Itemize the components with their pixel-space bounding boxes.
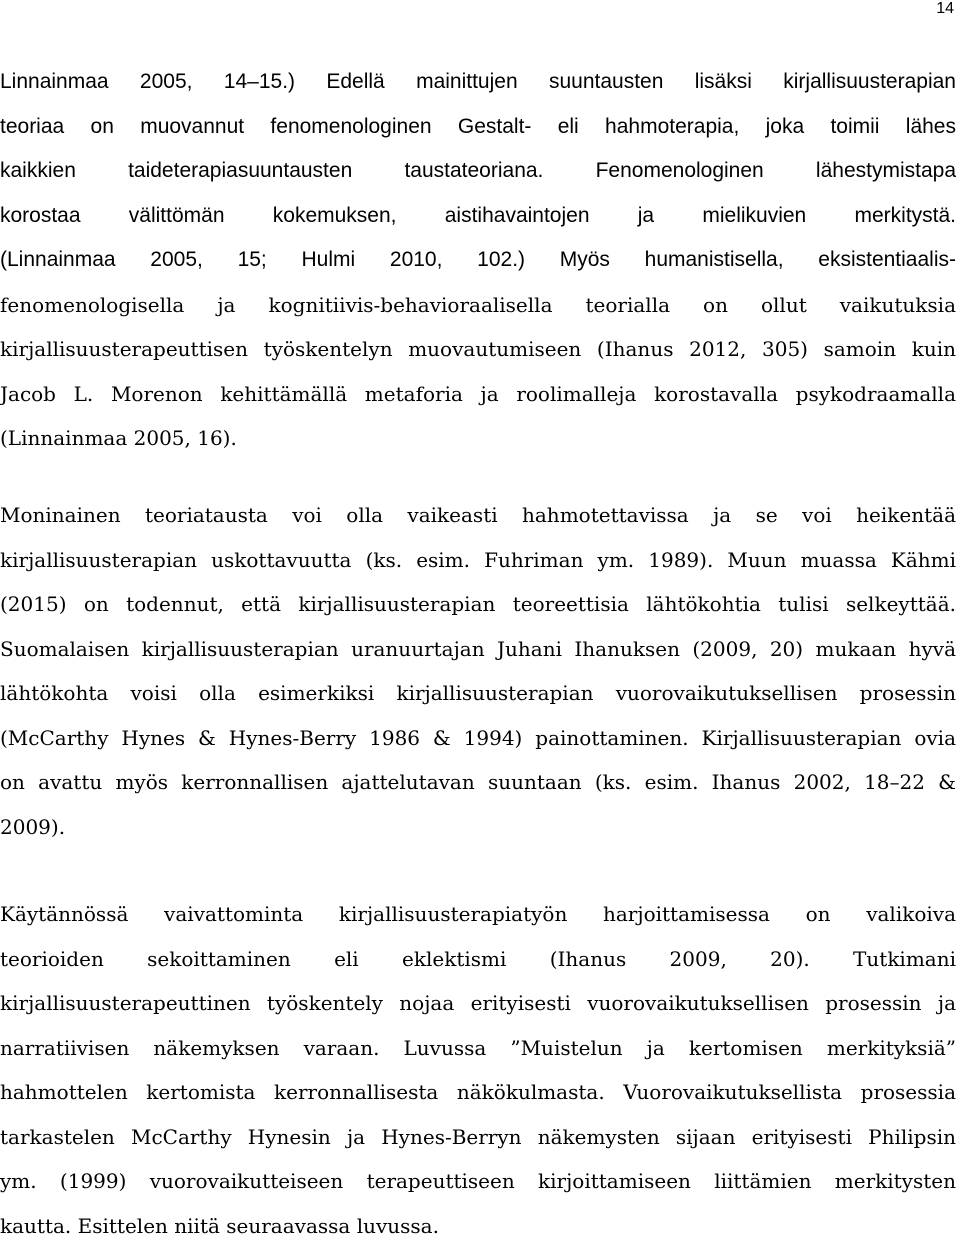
text-line: korostaa välittömän kokemuksen, aistihavaintojen ja mielikuvien merkitystä. xyxy=(0,194,956,239)
text-line: ym. (1999) vuorovaikutteiseen terapeuttiseen kirjoittamiseen liittämien merkitysten xyxy=(0,1159,956,1204)
text-line: fenomenologisella ja kognitiivis-behavioraalisella teorialla on ollut vaikutuksia xyxy=(0,283,956,328)
paragraph-1 xyxy=(0,60,956,461)
page-number: 14 xyxy=(936,0,954,18)
text-line: on avattu myös kerronnallisen ajattelutavan suuntaan (ks. esim. Ihanus 2002, 18–22 & xyxy=(0,760,956,805)
text-line: Linnainmaa 2005, 14–15.) Edellä mainittujen suuntausten lisäksi kirjallisuusterapian xyxy=(0,60,956,105)
text-line: Jacob L. Morenon kehittämällä metaforia ja roolimalleja korostavalla psykodraamalla xyxy=(0,372,956,417)
text-line: narratiivisen näkemyksen varaan. Luvussa ”Muistelun ja kertomisen merkityksiä” xyxy=(0,1026,956,1071)
text-line: kirjallisuusterapeuttinen työskentely nojaa erityisesti vuorovaikutuksellisen prosessin ja xyxy=(0,981,956,1026)
text-line: teorioiden sekoittaminen eli eklektismi (Ihanus 2009, 20). Tutkimani xyxy=(0,937,956,982)
text-line: kirjallisuusterapeuttisen työskentelyn muovautumiseen (Ihanus 2012, 305) samoin kuin xyxy=(0,327,956,372)
text-line: Moninainen teoriatausta voi olla vaikeasti hahmotettavissa ja se voi heikentää xyxy=(0,493,956,538)
paragraph-2 xyxy=(0,493,956,849)
text-line: tarkastelen McCarthy Hynesin ja Hynes-Berryn näkemysten sijaan erityisesti Philipsin xyxy=(0,1115,956,1160)
text-line: 2009). xyxy=(0,805,956,850)
text-line: Suomalaisen kirjallisuusterapian uranuurtajan Juhani Ihanuksen (2009, 20) mukaan hyvä xyxy=(0,627,956,672)
text-line: (2015) on todennut, että kirjallisuusterapian teoreettisia lähtökohtia tulisi selkeyttää. xyxy=(0,582,956,627)
text-line: (Linnainmaa 2005, 16). xyxy=(0,416,956,461)
paragraph-3 xyxy=(0,892,956,1248)
text-line: lähtökohta voisi olla esimerkiksi kirjallisuusterapian vuorovaikutuksellisen prosessin xyxy=(0,671,956,716)
text-line: kautta. Esittelen niitä seuraavassa luvussa. xyxy=(0,1204,956,1248)
text-line: Käytännössä vaivattominta kirjallisuusterapiatyön harjoittamisessa on valikoiva xyxy=(0,892,956,937)
text-line: hahmottelen kertomista kerronnallisesta näkökulmasta. Vuorovaikutuksellista prosessia xyxy=(0,1070,956,1115)
text-line: (McCarthy Hynes & Hynes-Berry 1986 & 1994) painottaminen. Kirjallisuusterapian ovia xyxy=(0,716,956,761)
text-line: (Linnainmaa 2005, 15; Hulmi 2010, 102.) Myös humanistisella, eksistentiaalis- xyxy=(0,238,956,283)
text-line: kirjallisuusterapian uskottavuutta (ks. esim. Fuhriman ym. 1989). Muun muassa Kähmi xyxy=(0,538,956,583)
text-line: teoriaa on muovannut fenomenologinen Gestalt- eli hahmoterapia, joka toimii lähes xyxy=(0,105,956,150)
text-line: kaikkien taideterapiasuuntausten taustateoriana. Fenomenologinen lähestymistapa xyxy=(0,149,956,194)
